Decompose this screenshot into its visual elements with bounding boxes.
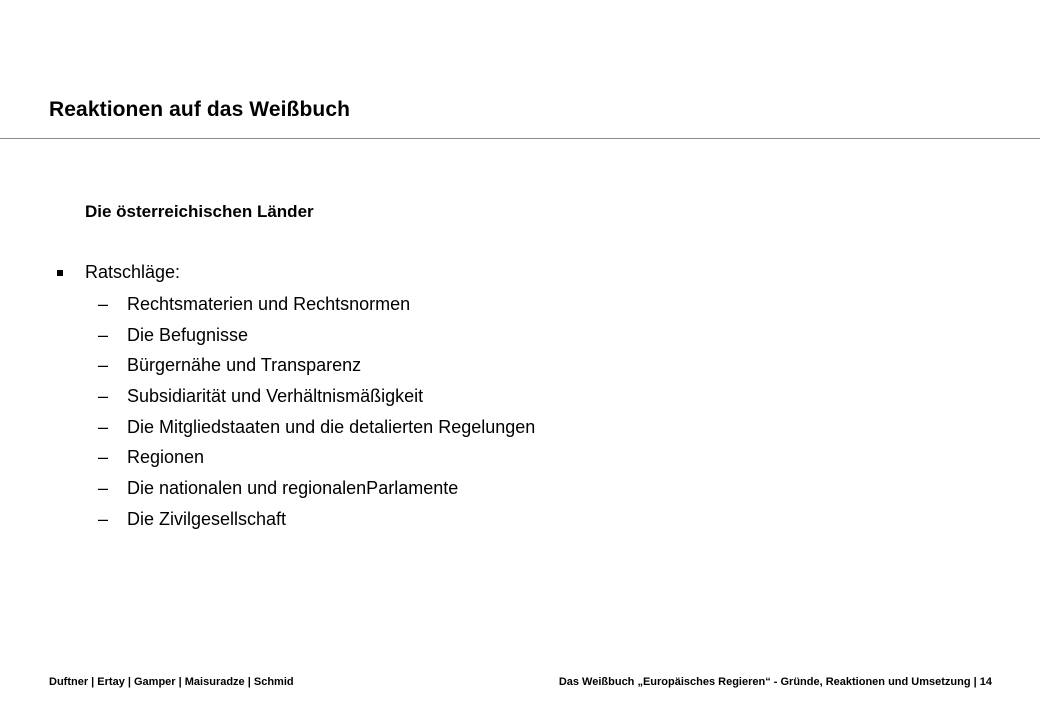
dash-icon: – xyxy=(98,294,109,314)
dash-icon: – xyxy=(98,355,109,376)
list-item-text: Die Mitgliedstaaten und die detalierten Regelungen xyxy=(127,416,536,437)
bullet-item xyxy=(57,262,180,283)
list-item-text: Die Befugnisse xyxy=(127,324,249,345)
list-item xyxy=(98,507,535,538)
slide-title: Reaktionen auf das Weißbuch xyxy=(49,98,351,121)
list-item-text: Regionen xyxy=(127,447,205,468)
list-item-text: Die nationalen und regionalenParlamente xyxy=(127,478,459,499)
dash-icon: – xyxy=(98,478,109,499)
footer-authors: Duftner | Ertay | Gamper | Maisuradze | Schmid xyxy=(49,676,294,688)
list-item xyxy=(98,384,535,415)
dash-icon: – xyxy=(98,386,109,407)
list-item-text: Bürgernähe und Transparenz xyxy=(127,355,362,376)
list-item xyxy=(98,476,535,507)
list-item xyxy=(98,353,535,384)
list-item-text: Die Zivilgesellschaft xyxy=(127,508,287,529)
bullet-label: Ratschläge: xyxy=(85,262,181,282)
list-item xyxy=(98,445,535,476)
dash-icon: – xyxy=(98,508,109,529)
title-divider xyxy=(0,138,1040,139)
list-item xyxy=(98,323,535,354)
list-item xyxy=(98,292,535,323)
list-item-text: Rechtsmaterien und Rechtsnormen xyxy=(127,294,411,314)
subheading: Die österreichischen Länder xyxy=(85,202,314,221)
dash-icon: – xyxy=(98,447,109,468)
dash-icon: – xyxy=(98,416,109,437)
list-item-text: Subsidiarität und Verhältnismäßigkeit xyxy=(127,386,424,407)
square-bullet-icon xyxy=(57,270,63,276)
sub-list xyxy=(98,292,535,538)
footer-title-page: Das Weißbuch „Europäisches Regieren“ - Gründe, Reaktionen und Umsetzung | 14 xyxy=(558,676,992,688)
list-item xyxy=(98,415,535,446)
dash-icon: – xyxy=(98,324,109,345)
